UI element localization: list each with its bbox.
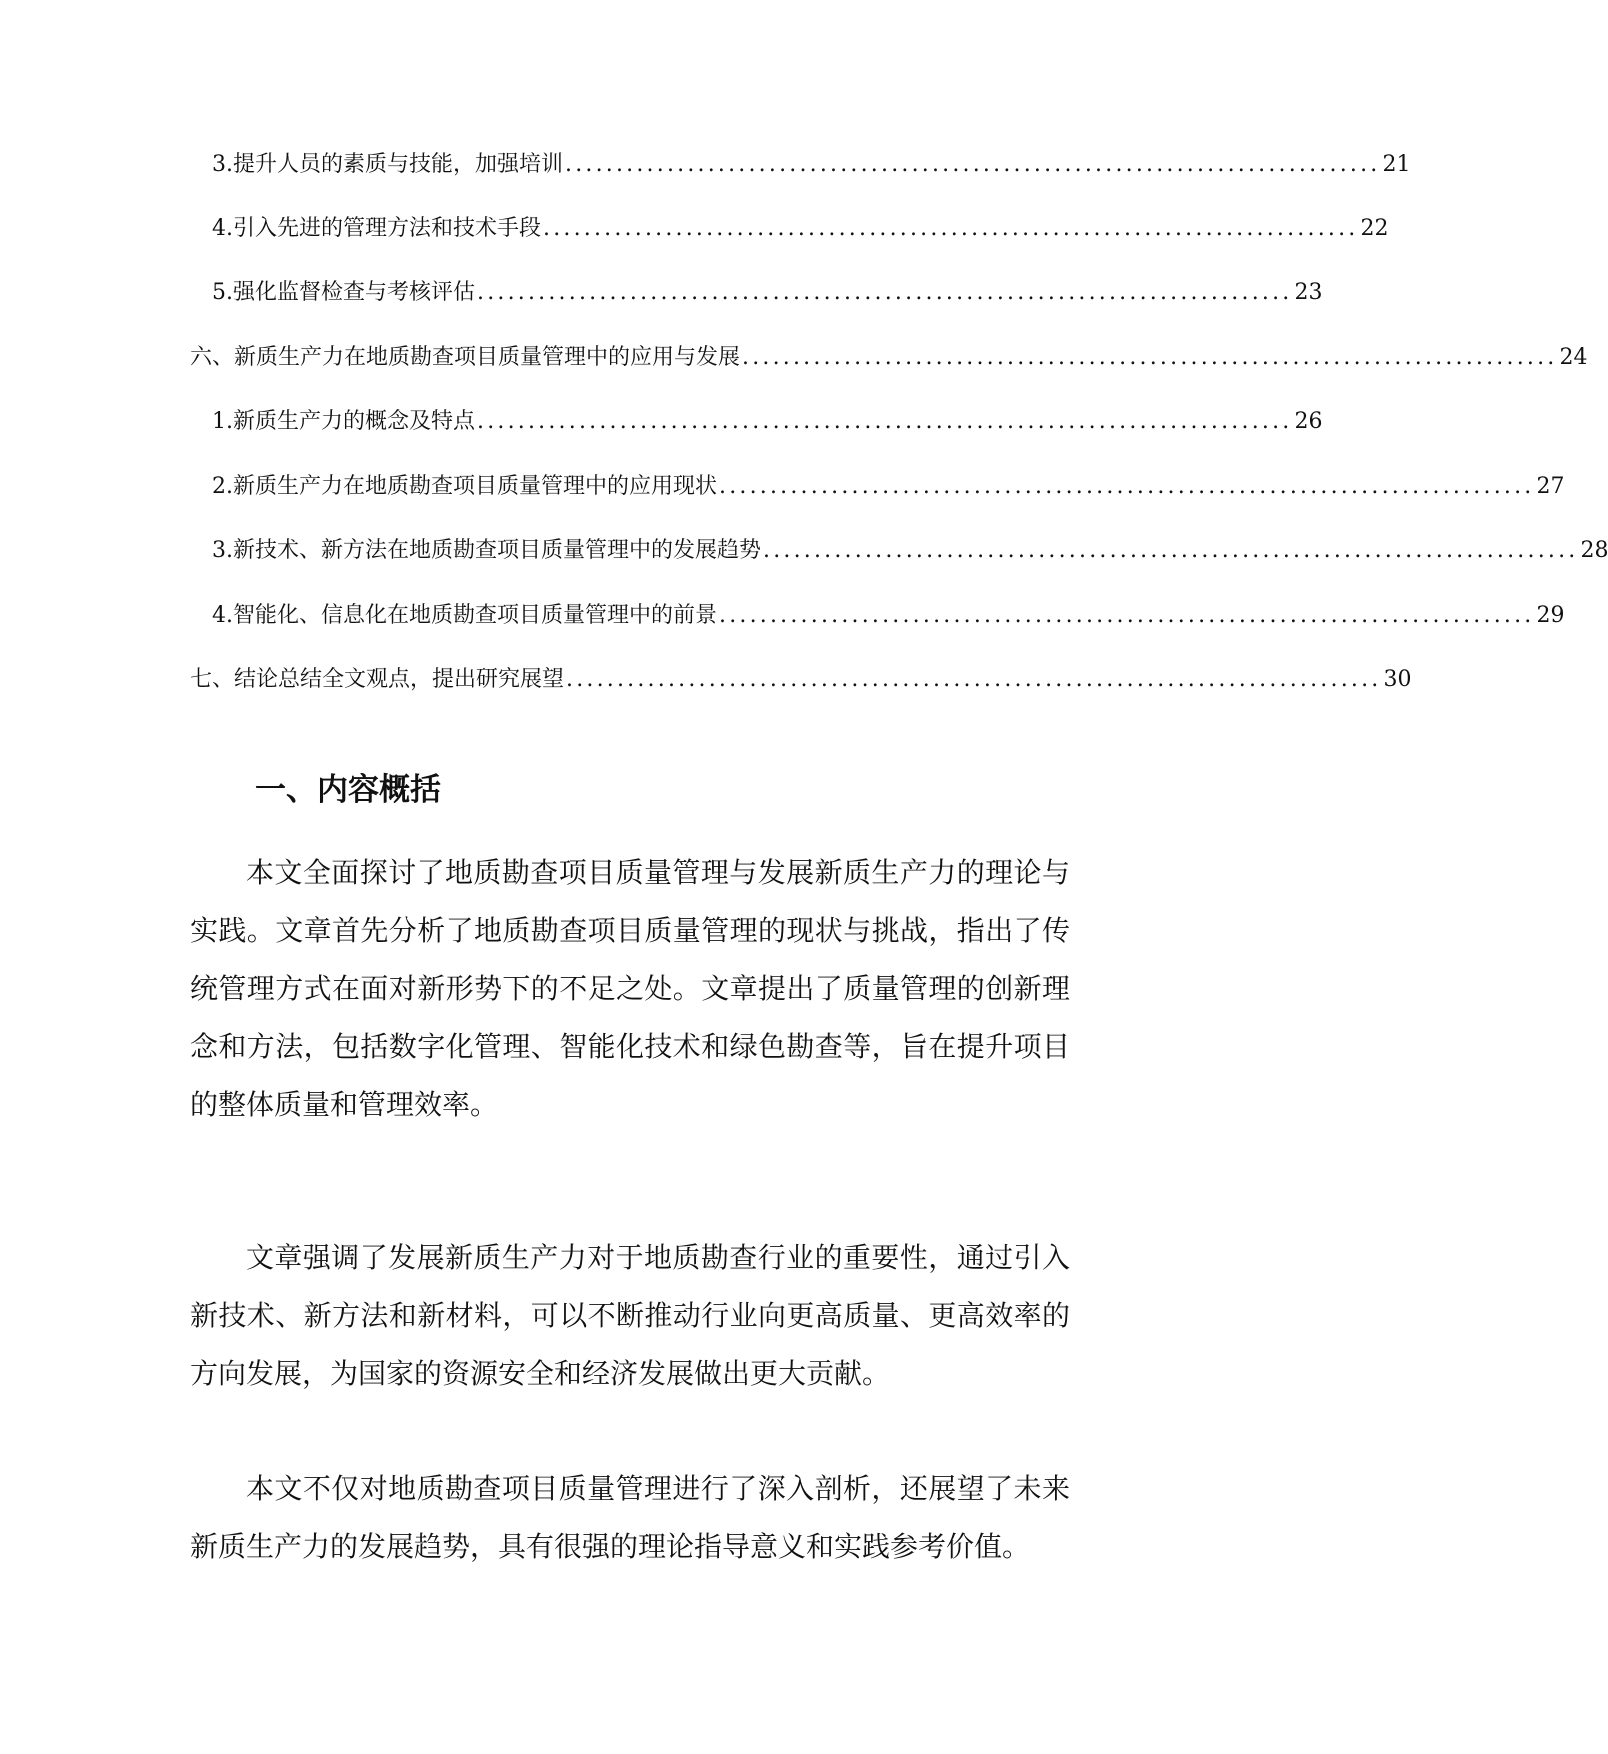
toc-entry-title: 六、新质生产力在地质勘查项目质量管理中的应用与发展 (190, 345, 741, 370)
toc-entry-page: 28 (1580, 538, 1608, 563)
body-paragraph: 文章强调了发展新质生产力对于地质勘查行业的重要性，通过引入新技术、新方法和新材料，可以不断推动行业向更高质量、更高效率的方向发展，为国家的资源安全和经济发展做出更大贡献。 (190, 1241, 1070, 1390)
toc-entry[interactable] (212, 601, 1565, 631)
toc-entry-number: 2. (212, 474, 233, 499)
toc-entry-page: 23 (1294, 280, 1323, 305)
toc-entry[interactable] (212, 472, 1565, 502)
toc-entry-page: 21 (1382, 152, 1411, 177)
toc-entry-page: 27 (1536, 474, 1565, 499)
toc-entry-number: 1. (212, 409, 233, 434)
body-paragraph: 本文不仅对地质勘查项目质量管理进行了深入剖析，还展望了未来新质生产力的发展趋势，具有很强的理论指导意义和实践参考价值。 (190, 1472, 1070, 1563)
toc-leader-dots: ................................................................................ (477, 409, 1293, 434)
toc-leader-dots: ................................................................................ (543, 216, 1359, 241)
toc-entry[interactable] (212, 214, 1389, 244)
toc-entry-number: 3. (212, 538, 233, 563)
toc-entry-title: 新质生产力在地质勘查项目质量管理中的应用现状 (233, 474, 718, 499)
toc-leader-dots: ................................................................................ (742, 345, 1558, 370)
toc-leader-dots: ................................................................................ (477, 280, 1293, 305)
toc-leader-dots: ................................................................................ (763, 538, 1579, 563)
toc-entry-page: 26 (1294, 409, 1323, 434)
toc-entry-page: 24 (1559, 345, 1588, 370)
toc-entry-number: 4. (212, 216, 233, 241)
toc-entry[interactable] (190, 343, 1588, 373)
toc-entry-title: 新技术、新方法在地质勘查项目质量管理中的发展趋势 (233, 538, 762, 563)
toc-leader-dots: ................................................................................ (565, 152, 1381, 177)
toc-leader-dots: ................................................................................ (566, 667, 1382, 692)
toc-entry-page: 22 (1360, 216, 1389, 241)
toc-entry-title: 七、结论总结全文观点，提出研究展望 (190, 667, 565, 692)
toc-entry[interactable] (212, 150, 1411, 180)
toc-entry-number: 3. (212, 152, 233, 177)
toc-entry-number: 4. (212, 603, 233, 628)
toc-entry[interactable] (212, 407, 1323, 437)
toc-entry[interactable] (190, 665, 1412, 695)
toc-entry-page: 30 (1383, 667, 1412, 692)
toc-entry-title: 强化监督检查与考核评估 (233, 280, 476, 305)
toc-entry-title: 智能化、信息化在地质勘查项目质量管理中的前景 (233, 603, 718, 628)
toc-entry-number: 5. (212, 280, 233, 305)
toc-leader-dots: ................................................................................ (719, 474, 1535, 499)
toc-leader-dots: ................................................................................ (719, 603, 1535, 628)
toc-entry-title: 引入先进的管理方法和技术手段 (233, 216, 542, 241)
toc-entry[interactable] (212, 536, 1608, 566)
section-heading: 一、内容概括 (255, 772, 441, 808)
toc-entry-title: 新质生产力的概念及特点 (233, 409, 476, 434)
body-paragraph: 本文全面探讨了地质勘查项目质量管理与发展新质生产力的理论与实践。文章首先分析了地质勘查项目质量管理的现状与挑战，指出了传统管理方式在面对新形势下的不足之处。文章提出了质量管理的创新理念和方法，包括数字化管理、智能化技术和绿色勘查等，旨在提升项目的整体质量和管理效率。 (190, 856, 1070, 1121)
toc-entry-title: 提升人员的素质与技能，加强培训 (233, 152, 564, 177)
toc-entry-page: 29 (1536, 603, 1565, 628)
toc-entry[interactable] (212, 278, 1323, 308)
